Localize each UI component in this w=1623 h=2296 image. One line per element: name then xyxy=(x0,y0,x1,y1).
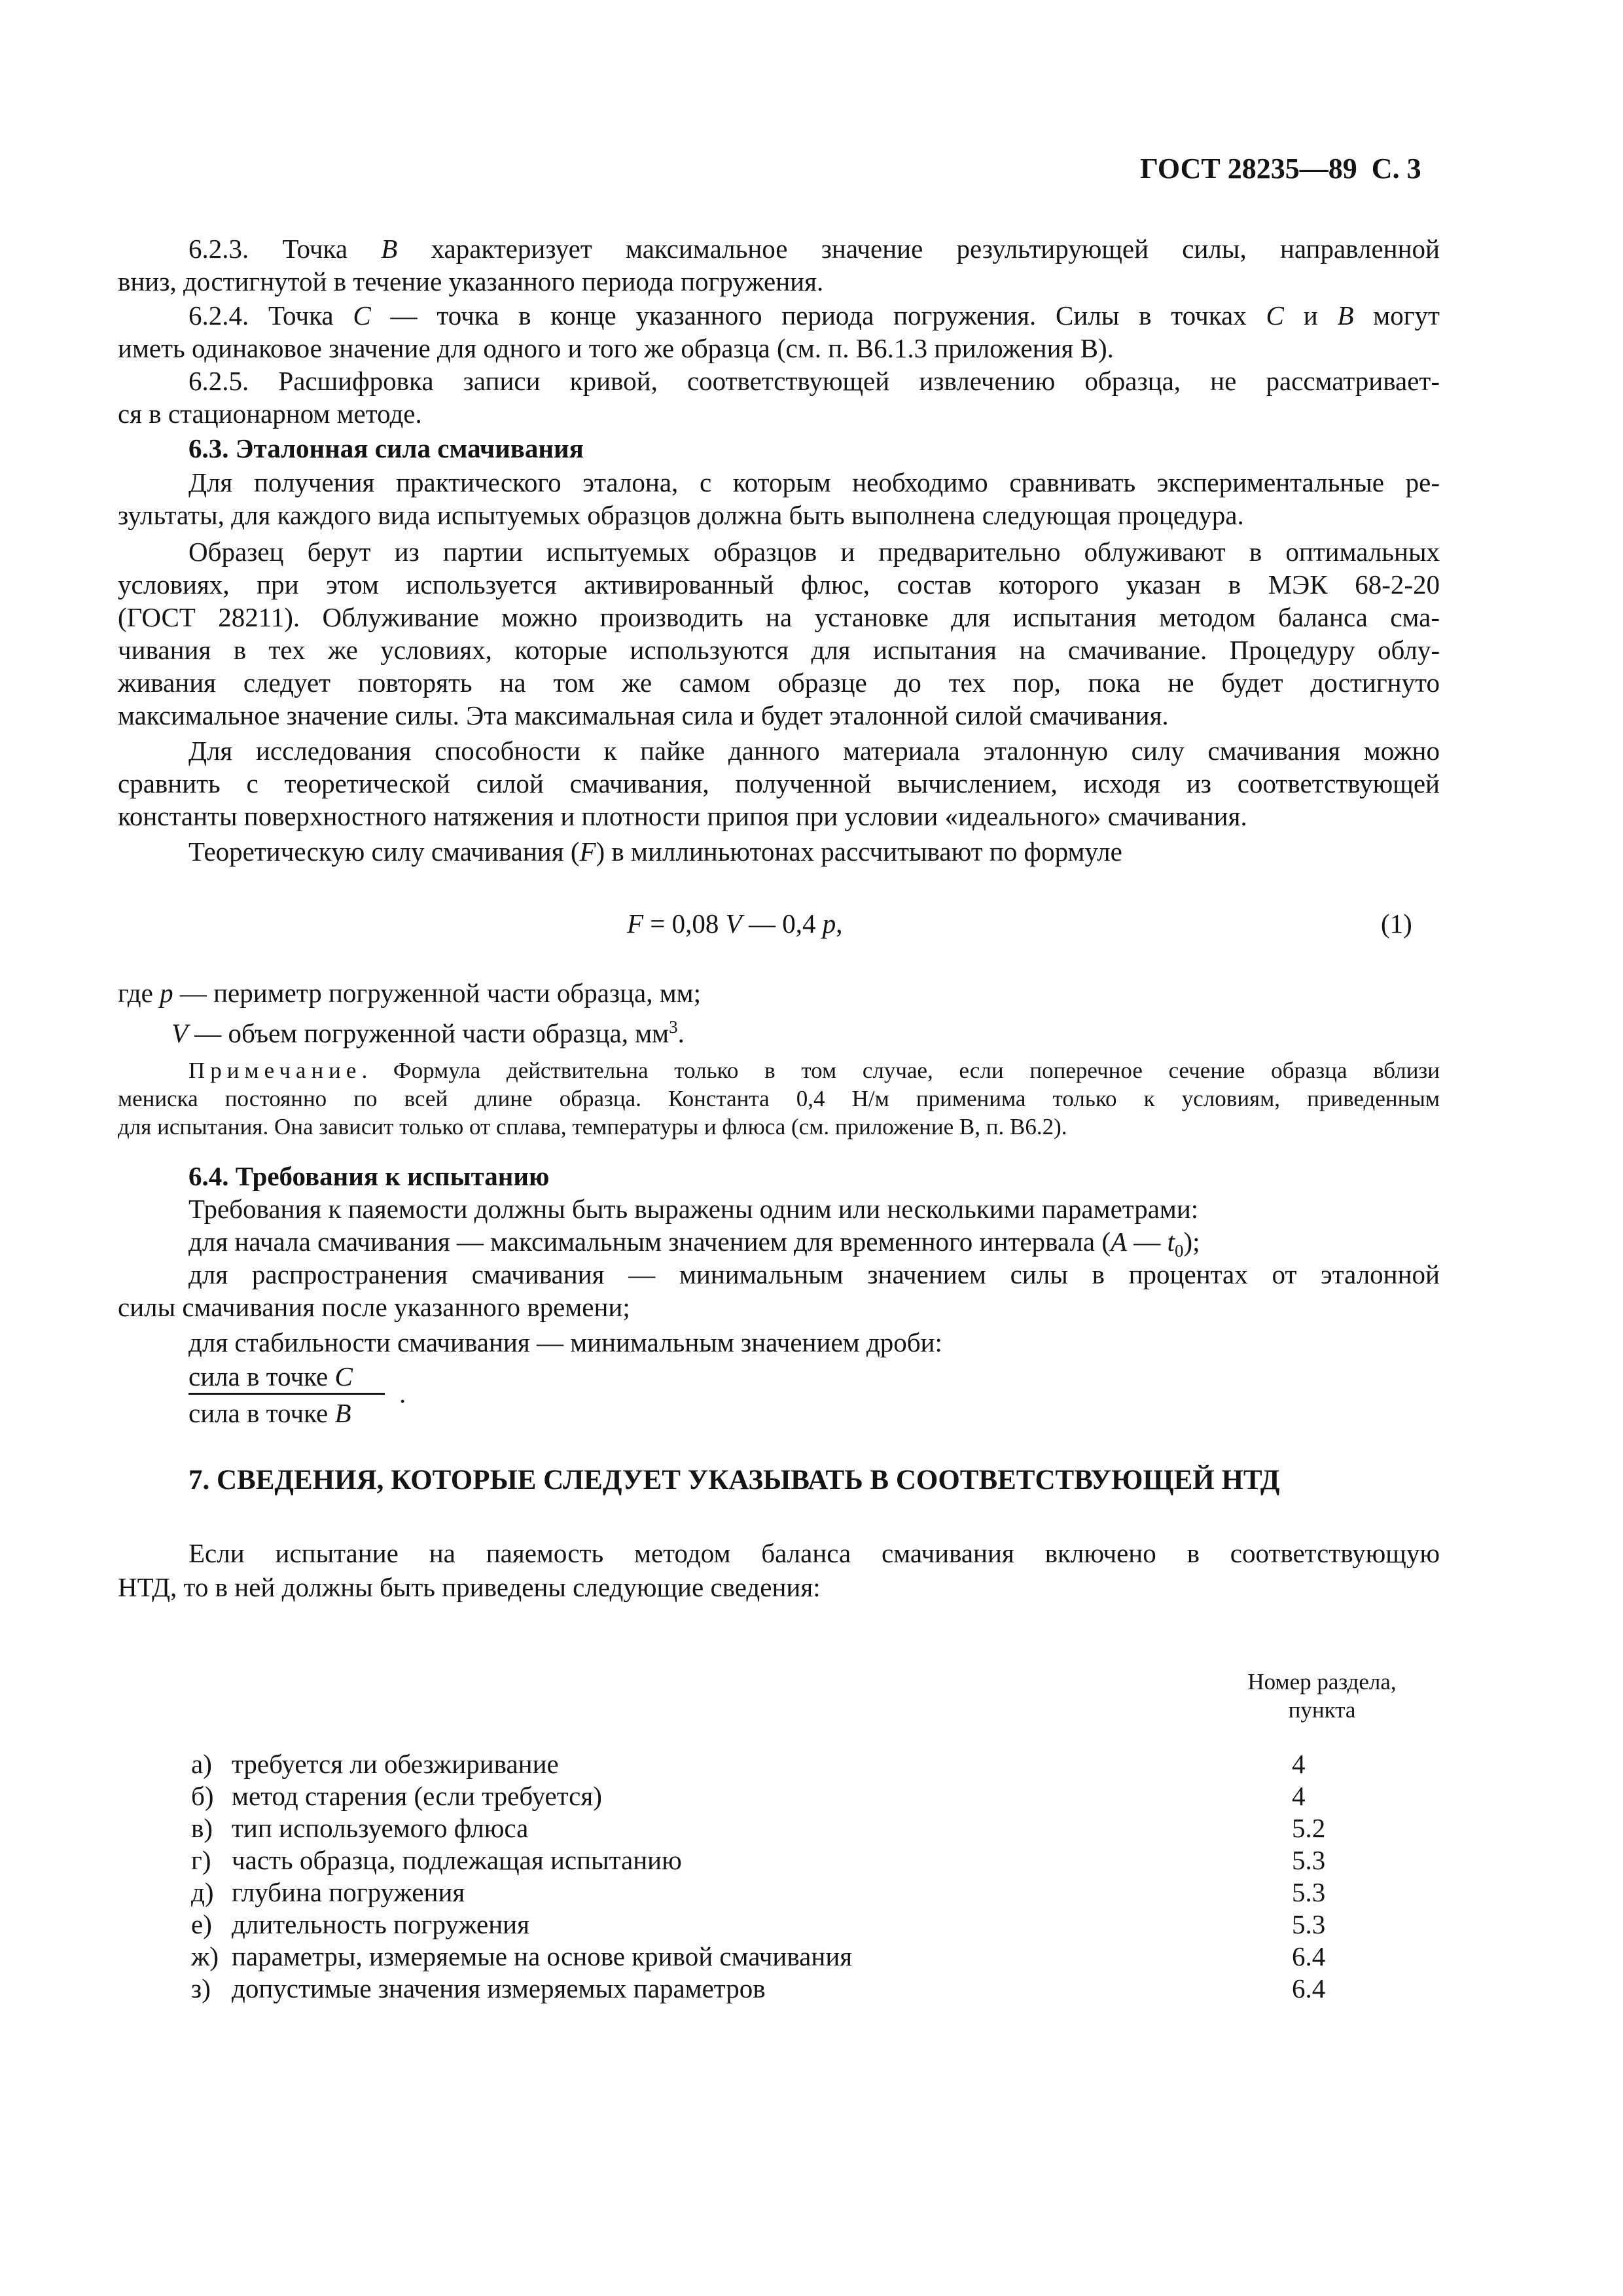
header-gost: ГОСТ 28235—89 xyxy=(1140,152,1357,185)
s63-para2-line-6: максимальное значение силы. Эта максимальная сила и будет эталонной силой смачивания. xyxy=(118,700,1169,730)
s63-para2-line-2: условиях, при этом используется активированный флюс, состав которого указан в МЭК 68-2-20 xyxy=(118,569,1440,600)
clause-6-2-3-line-1 xyxy=(188,232,1440,265)
s64-line-5: для стабильности смачивания — минимальным значением дроби: xyxy=(188,1327,942,1357)
list-letter: б) xyxy=(191,1781,214,1811)
point-b-symbol: В xyxy=(381,234,398,264)
note-line-1 xyxy=(188,1056,1440,1085)
point-c-symbol: С xyxy=(353,300,371,331)
list-item xyxy=(191,1972,1369,2004)
formula-1 xyxy=(627,907,842,940)
text-run: — точка в конце указанного периода погружения. Силы в точках xyxy=(370,300,1266,331)
list-ref: 6.4 xyxy=(1292,1941,1326,1971)
list-text: параметры, измеряемые на основе кривой смачивания xyxy=(232,1941,853,1971)
formula-var-f: F xyxy=(627,908,644,939)
clause-6-2-3-line-2: вниз, достигнутой в течение указанного периода погружения. xyxy=(118,266,824,296)
list-text: требуется ли обезжиривание xyxy=(232,1749,559,1779)
point-c-symbol: С xyxy=(334,1361,353,1391)
s63-para3-line-1: Для исследования способности к пайке данного материала эталонную силу смачивания можно xyxy=(188,736,1440,766)
s7-intro-line-2: НТД, то в ней должны быть приведены следующие сведения: xyxy=(118,1572,821,1602)
list-item xyxy=(191,1908,1369,1940)
list-item xyxy=(191,1844,1369,1876)
text-run: — xyxy=(1127,1227,1168,1257)
section-6-3-title: 6.3. Эталонная сила смачивания xyxy=(188,433,584,463)
subscript: 0 xyxy=(1174,1241,1184,1261)
list-ref: 5.2 xyxy=(1292,1813,1326,1843)
header-page-number: С. 3 xyxy=(1371,152,1421,185)
table-header-line-1: Номер раздела, xyxy=(1247,1669,1397,1695)
text-run: ); xyxy=(1183,1227,1200,1257)
variable-a: A xyxy=(1111,1227,1128,1257)
text-run: — периметр погруженной части образца, мм; xyxy=(173,978,702,1008)
text-run: . Формула действительна только в том случае, если поперечное сечение образца вблизи xyxy=(361,1058,1440,1083)
text-run: где xyxy=(118,978,160,1008)
list-letter: ж) xyxy=(191,1941,219,1971)
list-ref: 5.3 xyxy=(1292,1877,1326,1907)
s64-line-4: силы смачивания после указанного времени; xyxy=(118,1292,630,1322)
text-run: могут xyxy=(1353,300,1440,331)
text-run: ) в миллиньютонах рассчитывают по формуле xyxy=(596,836,1122,867)
section-7-title: 7. СВЕДЕНИЯ, КОТОРЫЕ СЛЕДУЕТ УКАЗЫВАТЬ В СООТВЕТСТВУЮЩЕЙ НТД xyxy=(188,1465,1280,1496)
point-b-symbol: В xyxy=(1337,300,1354,331)
list-letter: а) xyxy=(191,1749,212,1779)
s64-line-1: Требования к паяемости должны быть выражены одним или несколькими параметрами: xyxy=(188,1194,1199,1224)
list-item xyxy=(191,1812,1369,1844)
where-line-p xyxy=(118,977,701,1009)
fraction-numerator xyxy=(188,1360,353,1393)
list-letter: в) xyxy=(191,1813,213,1843)
list-ref: 6.4 xyxy=(1292,1973,1326,2003)
fraction-bar xyxy=(188,1393,385,1395)
where-line-v xyxy=(171,1011,685,1050)
list-ref: 4 xyxy=(1292,1781,1306,1811)
formula-var-p: p xyxy=(822,908,836,939)
list-item xyxy=(191,1876,1369,1908)
s63-para2-line-5: живания следует повторять на том же самом образце до тех пор, пока не будет достигнуто xyxy=(118,668,1440,698)
point-c-symbol: С xyxy=(1266,300,1284,331)
text-run: . xyxy=(677,1018,685,1049)
s63-para2-line-3: (ГОСТ 28211). Облуживание можно производить на установке для испытания методом баланса сма- xyxy=(118,602,1440,632)
info-list xyxy=(191,1748,1369,2004)
clause-6-2-4-line-1 xyxy=(188,299,1440,332)
list-item xyxy=(191,1748,1369,1780)
s63-para2-line-4: чивания в тех же условиях, которые используются для испытания на смачивание. Процедуру облу- xyxy=(118,635,1440,665)
list-item xyxy=(191,1780,1369,1812)
formula-number: (1) xyxy=(1381,908,1412,939)
running-header xyxy=(1140,152,1421,186)
list-ref: 4 xyxy=(1292,1749,1306,1779)
list-text: длительность погружения xyxy=(232,1909,529,1939)
formula-text: — 0,4 xyxy=(741,908,823,939)
table-header-line-2: пункта xyxy=(1288,1697,1356,1723)
list-letter: з) xyxy=(191,1973,211,2003)
s63-para3-line-3: константы поверхностного натяжения и плотности припоя при условии «идеального» смачивания. xyxy=(118,801,1247,831)
s63-para1-line-1: Для получения практического эталона, с которым необходимо сравнивать экспериментальные ре- xyxy=(188,467,1440,497)
s63-para4 xyxy=(188,835,1122,868)
variable-f: F xyxy=(579,836,596,867)
s63-para1-line-2: зультаты, для каждого вида испытуемых образцов должна быть выполнена следующая процедура. xyxy=(118,500,1244,530)
text-run: для начала смачивания — максимальным значением для временного интервала ( xyxy=(188,1227,1111,1257)
list-text: глубина погружения xyxy=(232,1877,465,1907)
variable-v: V xyxy=(171,1018,188,1049)
text-run: 6.2.3. Точка xyxy=(188,234,382,264)
list-text: тип используемого флюса xyxy=(232,1813,529,1843)
s7-intro-line-1: Если испытание на паяемость методом баланса смачивания включено в соответствующую xyxy=(188,1538,1440,1568)
text-run: — объем погруженной части образца, мм xyxy=(188,1018,669,1049)
formula-text: = 0,08 xyxy=(643,908,726,939)
list-ref: 5.3 xyxy=(1292,1909,1326,1939)
list-text: метод старения (если требуется) xyxy=(232,1781,602,1811)
note-label: Примечание xyxy=(188,1058,362,1083)
clause-6-2-4-line-2: иметь одинаковое значение для одного и того же образца (см. п. В6.1.3 приложения В). xyxy=(118,333,1114,363)
formula-text: , xyxy=(836,908,843,939)
formula-var-v: V xyxy=(725,908,742,939)
text-run: характеризует максимальное значение результирующей силы, направленной xyxy=(397,234,1440,264)
superscript: 3 xyxy=(669,1017,678,1037)
s63-para3-line-2: сравнить с теоретической силой смачивания, полученной вычислением, исходя из соответствующей xyxy=(118,768,1440,798)
text-run: Теоретическую силу смачивания ( xyxy=(188,836,580,867)
text-run: сила в точке xyxy=(188,1398,335,1428)
text-run: и xyxy=(1283,300,1338,331)
list-letter: д) xyxy=(191,1877,214,1907)
text-run: 6.2.4. Точка xyxy=(188,300,353,331)
section-6-4-title: 6.4. Требования к испытанию xyxy=(188,1161,550,1191)
variable-p: p xyxy=(160,978,173,1008)
clause-6-2-5-line-2: ся в стационарном методе. xyxy=(118,399,422,429)
list-ref: 5.3 xyxy=(1292,1845,1326,1875)
fraction-period: . xyxy=(399,1378,406,1408)
point-b-symbol: В xyxy=(334,1398,351,1428)
table-header xyxy=(1230,1668,1414,1724)
list-letter: г) xyxy=(191,1845,211,1875)
list-letter: е) xyxy=(191,1909,212,1939)
note-line-3: для испытания. Она зависит только от сплава, температуры и флюса (см. приложение В, п. В6.2). xyxy=(118,1114,1067,1139)
note-line-2: мениска постоянно по всей длине образца. Константа 0,4 Н/м применима только к условиям, приведенным xyxy=(118,1086,1440,1111)
s64-line-3: для распространения смачивания — минимальным значением силы в процентах от эталонной xyxy=(188,1259,1440,1289)
list-item xyxy=(191,1940,1369,1972)
variable-t: t xyxy=(1167,1227,1175,1257)
list-text: допустимые значения измеряемых параметров xyxy=(232,1973,766,2003)
list-text: часть образца, подлежащая испытанию xyxy=(232,1845,682,1875)
clause-6-2-5-line-1: 6.2.5. Расшифровка записи кривой, соответствующей извлечению образца, не рассматривает- xyxy=(188,366,1440,396)
s63-para2-line-1: Образец берут из партии испытуемых образцов и предварительно облуживают в оптимальных xyxy=(188,537,1440,567)
text-run: сила в точке xyxy=(188,1361,335,1391)
fraction-denominator xyxy=(188,1397,351,1429)
